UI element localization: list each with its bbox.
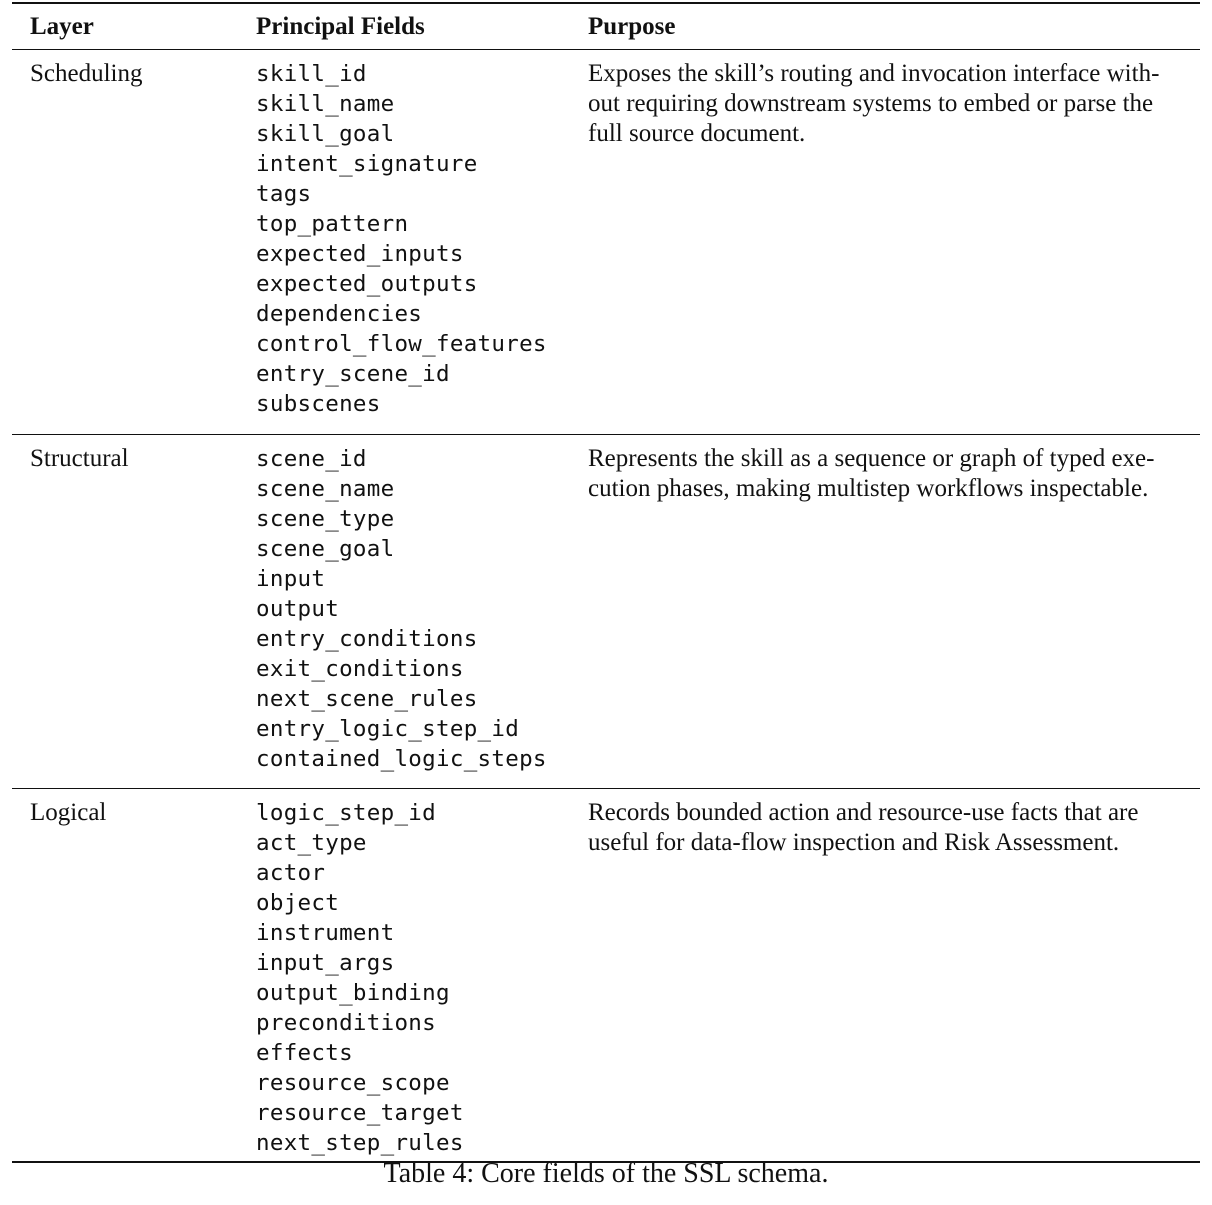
table-caption: Table 4: Core fields of the SSL schema. (383, 1158, 829, 1189)
field-name: scene_type (256, 506, 395, 532)
field-name: scene_id (256, 446, 367, 472)
purpose-text (588, 798, 1188, 858)
field-name: scene_name (256, 476, 395, 502)
field-name: output (256, 596, 340, 622)
field-name: logic_step_id (256, 800, 436, 826)
purpose-line: Records bounded action and resource-use facts that are (588, 799, 1139, 826)
table-header-row (12, 4, 1200, 49)
layer-name: Logical (30, 799, 107, 826)
header-principal-fields: Principal Fields (256, 13, 425, 40)
field-list (256, 59, 576, 419)
field-name: expected_inputs (256, 241, 464, 267)
field-name: effects (256, 1040, 353, 1066)
field-name: entry_conditions (256, 626, 478, 652)
field-name: act_type (256, 830, 367, 856)
field-name: expected_outputs (256, 271, 478, 297)
field-name: intent_signature (256, 151, 478, 177)
field-name: exit_conditions (256, 656, 464, 682)
field-name: actor (256, 860, 326, 886)
purpose-line: cution phases, making multistep workflows inspectable. (588, 475, 1149, 502)
field-name: preconditions (256, 1010, 436, 1036)
header-purpose: Purpose (588, 13, 676, 40)
field-name: instrument (256, 920, 395, 946)
purpose-text (588, 59, 1188, 149)
ssl-schema-table (12, 2, 1200, 1163)
table-row (12, 435, 1200, 788)
field-name: next_step_rules (256, 1130, 464, 1156)
layer-name: Structural (30, 445, 129, 472)
field-name: input (256, 566, 326, 592)
field-name: entry_logic_step_id (256, 716, 520, 742)
field-name: tags (256, 181, 312, 207)
purpose-line: Represents the skill as a sequence or graph of typed exe- (588, 445, 1155, 472)
field-name: contained_logic_steps (256, 746, 547, 772)
field-name: object (256, 890, 340, 916)
purpose-line: Exposes the skill’s routing and invocation interface with- (588, 60, 1160, 87)
field-name: resource_target (256, 1100, 464, 1126)
purpose-text (588, 444, 1188, 504)
field-list (256, 444, 576, 774)
field-name: input_args (256, 950, 395, 976)
field-name: entry_scene_id (256, 361, 450, 387)
field-name: skill_name (256, 91, 395, 117)
table-row (12, 789, 1200, 1161)
table-row (12, 50, 1200, 434)
layer-name: Scheduling (30, 60, 143, 87)
purpose-line: out requiring downstream systems to embed or parse the (588, 90, 1154, 117)
field-name: top_pattern (256, 211, 409, 237)
field-name: resource_scope (256, 1070, 450, 1096)
purpose-line: full source document. (588, 120, 806, 147)
field-name: next_scene_rules (256, 686, 478, 712)
field-name: control_flow_features (256, 331, 547, 357)
field-name: skill_goal (256, 121, 395, 147)
header-layer: Layer (30, 13, 94, 40)
field-name: dependencies (256, 301, 423, 327)
field-list (256, 798, 576, 1158)
field-name: scene_goal (256, 536, 395, 562)
field-name: subscenes (256, 391, 381, 417)
field-name: output_binding (256, 980, 450, 1006)
field-name: skill_id (256, 61, 367, 87)
purpose-line: useful for data-flow inspection and Risk Assessment. (588, 829, 1120, 856)
